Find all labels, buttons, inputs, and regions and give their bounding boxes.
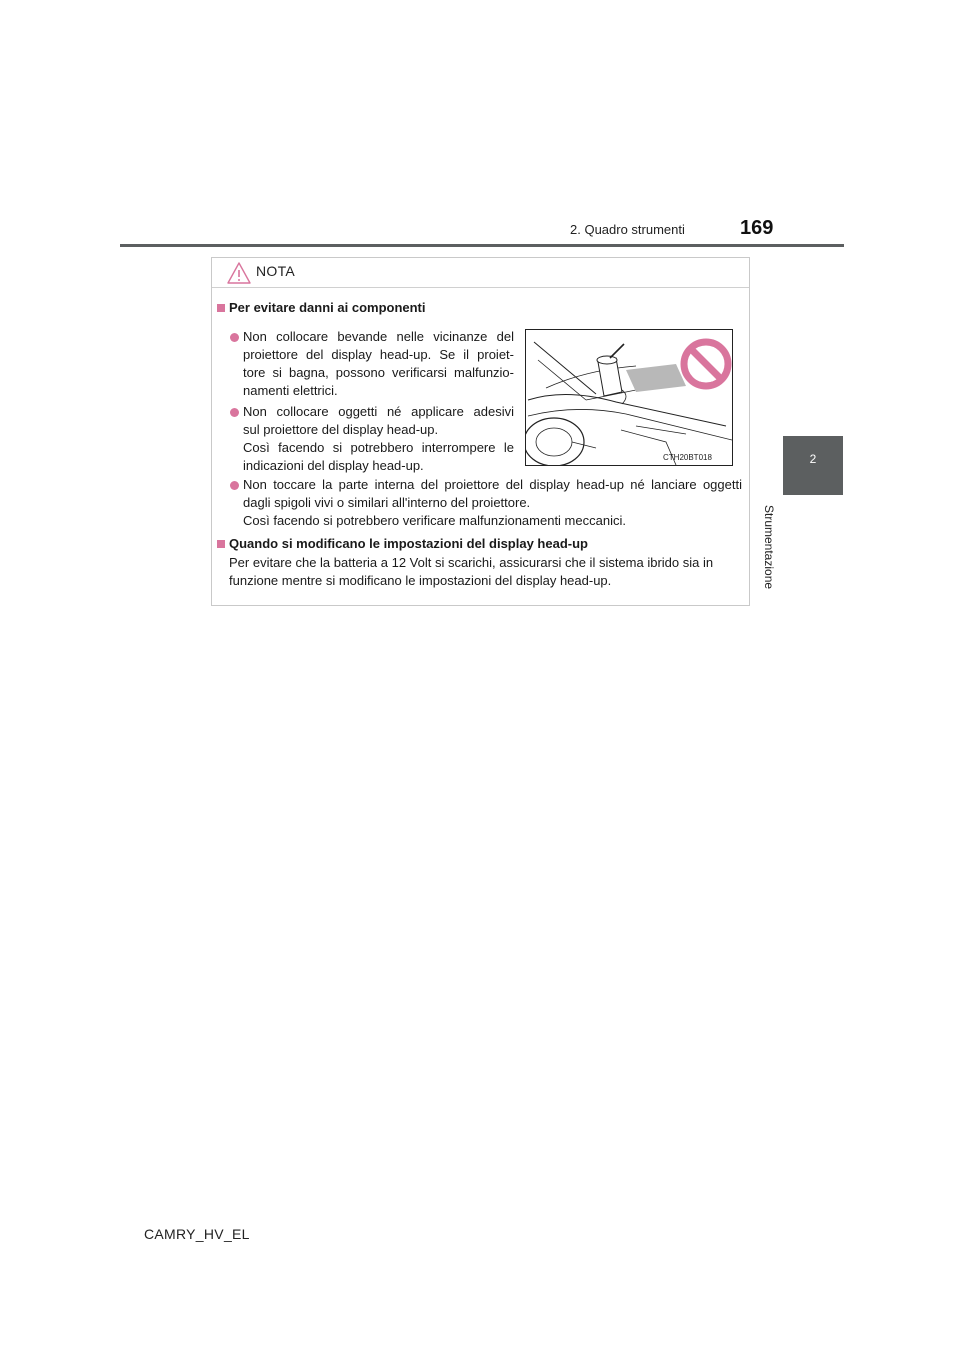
text-line: dagli spigoli vivi o similari all'interno del proiettore. (243, 495, 531, 510)
bullet-paragraph (243, 403, 514, 475)
header-rule (120, 244, 844, 247)
text-line: Non toccare la parte interna del proiettore del display head-up né lanciare oggetti (243, 477, 742, 492)
figure-code: CTH20BT018 (663, 453, 712, 462)
bullet-dot (230, 481, 239, 490)
warning-triangle-icon (227, 262, 251, 284)
page-number: 169 (740, 217, 774, 239)
chapter-number: 2 (809, 452, 817, 466)
section-paragraph (229, 554, 742, 590)
text-line: Così facendo si potrebbero verificare malfunzionamenti meccanici. (243, 513, 626, 528)
text-line: proiettore del display head-up. Se il proiet- (243, 347, 514, 362)
bullet-paragraph (243, 328, 514, 400)
section-marker (217, 540, 225, 548)
bullet-dot (230, 333, 239, 342)
text-line: Non collocare bevande nelle vicinanze del (243, 329, 514, 344)
note-title: NOTA (256, 263, 296, 279)
text-line: funzione mentre si modificano le impostazioni del display head-up. (229, 573, 612, 588)
section-marker (217, 304, 225, 312)
prohibition-icon (679, 337, 733, 391)
text-line: tore si bagna, possono verificarsi malfunzio- (243, 365, 514, 380)
section-heading: Per evitare danni ai componenti (229, 300, 426, 315)
text-line: namenti elettrici. (243, 383, 338, 398)
text-line: indicazioni del display head-up. (243, 458, 424, 473)
bullet-dot (230, 408, 239, 417)
text-line: Così facendo si potrebbero interrompere le (243, 440, 514, 455)
text-line: Per evitare che la batteria a 12 Volt si scarichi, assicurarsi che il sistema ibrido sia in (229, 555, 714, 570)
section-label: 2. Quadro strumenti (570, 222, 685, 237)
section-heading: Quando si modificano le impostazioni del display head-up (229, 536, 588, 551)
text-line: sul proiettore del display head-up. (243, 422, 439, 437)
text-line: Non collocare oggetti né applicare adesivi (243, 404, 514, 419)
bullet-paragraph (243, 476, 742, 530)
chapter-label: Strumentazione (762, 505, 776, 590)
model-code: CAMRY_HV_EL (144, 1226, 250, 1242)
